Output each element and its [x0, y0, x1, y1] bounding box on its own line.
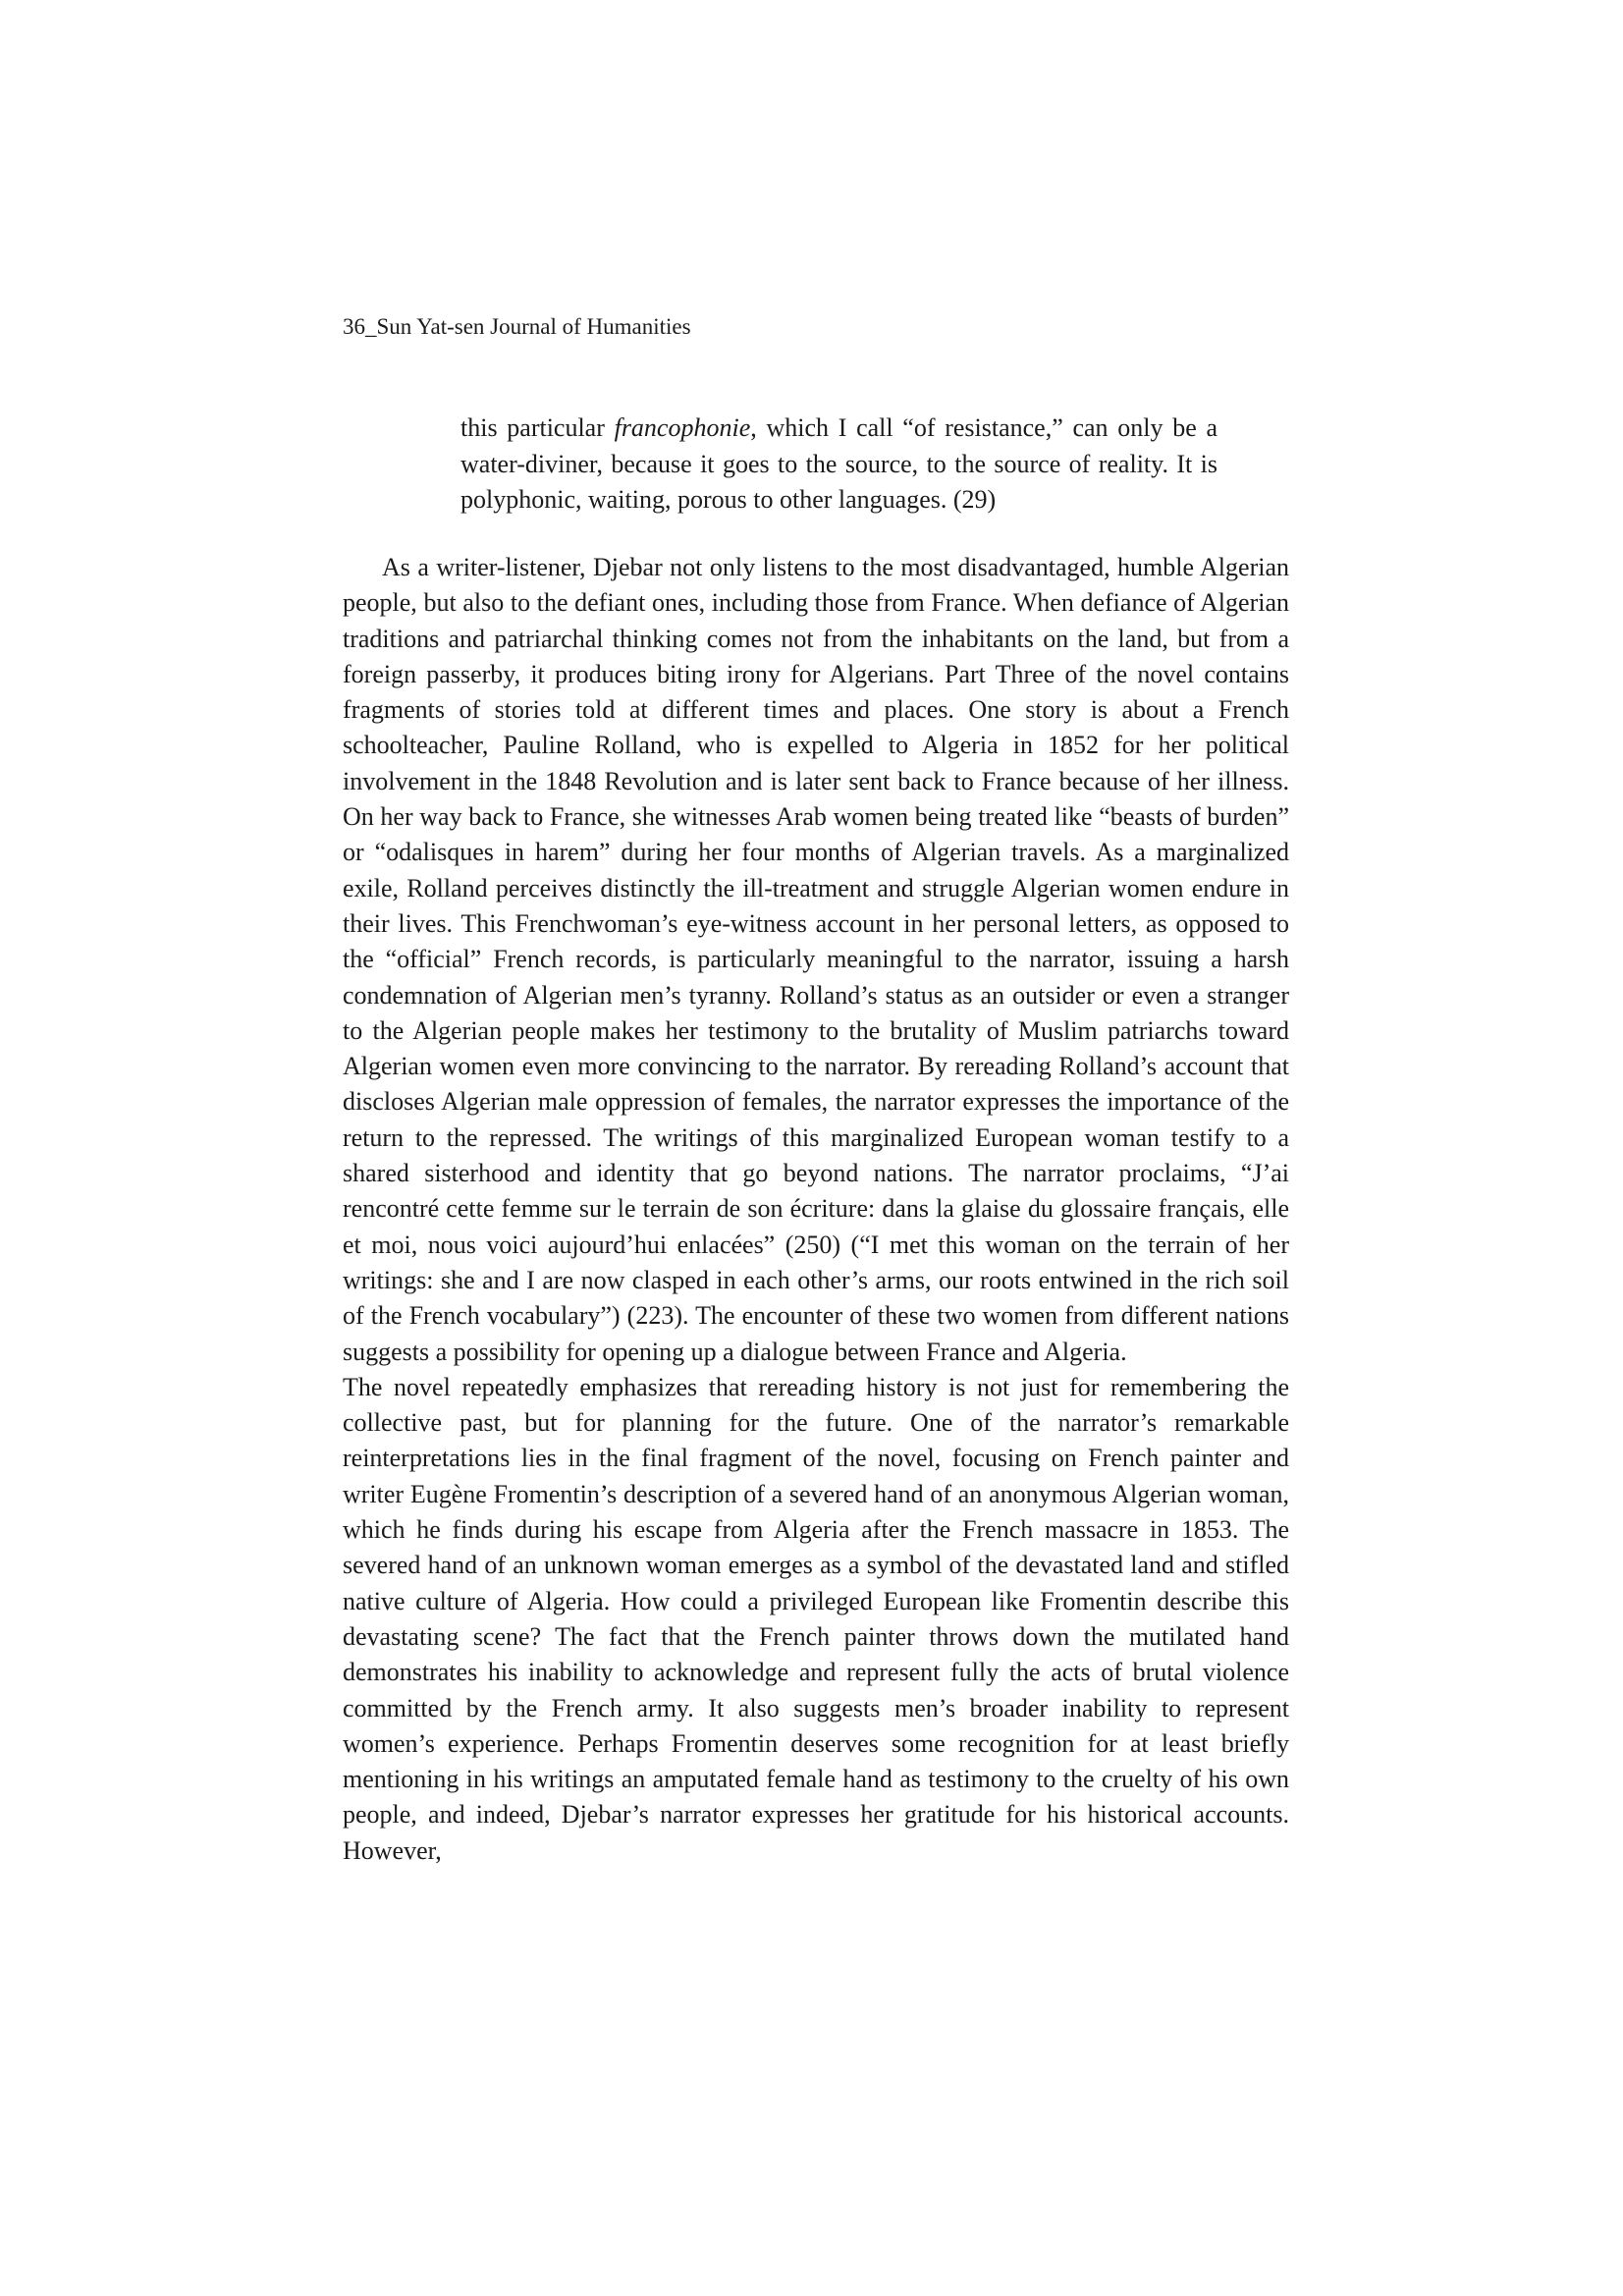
running-head: 36_Sun Yat-sen Journal of Humanities — [343, 314, 691, 339]
article-body — [343, 550, 1289, 1869]
paragraph-rolland: As a writer-listener, Djebar not only listens to the most disadvantaged, humble Algerian people, but also to the defiant ones, including those from France. When defiance of Algerian traditions and patriarchal thinking comes not from the inhabitants on the land, but from a foreign passerby, it produces biting irony for Algerians. Part Three of the novel contains fragments of stories told at different times and places. One story is about a French schoolteacher, Pauline Rolland, who is expelled to Algeria in 1852 for her political involvement in the 1848 Revolution and is later sent back to France because of her illness. On her way back to France, she witnesses Arab women being treated like “beasts of burden” or “odalisques in harem” during her four months of Algerian travels. As a marginalized exile, Rolland perceives distinctly the ill-treatment and struggle Algerian women endure in their lives. This Frenchwoman’s eye-witness account in her personal letters, as opposed to the “official” French records, is particularly meaningful to the narrator, issuing a harsh condemnation of Algerian men’s tyranny. Rolland’s status as an outsider or even a stranger to the Algerian people makes her testimony to the brutality of Muslim patriarchs toward Algerian women even more convincing to the narrator. By rereading Rolland’s account that discloses Algerian male oppression of females, the narrator expresses the importance of the return to the repressed. The writings of this marginalized European woman testify to a shared sisterhood and identity that go beyond nations. The narrator proclaims, “J’ai rencontré cette femme sur le terrain de son écriture: dans la glaise du glossaire français, elle et moi, nous voici aujourd’hui enlacées” (250) (“I met this woman on the terrain of her writings: she and I are now clasped in each other’s arms, our roots entwined in the rich soil of the French vocabulary”) (223). The encounter of these two women from different nations suggests a possibility for opening up a dialogue between France and Algeria. — [343, 553, 1289, 1366]
quote-text-end: , which I call “of resistance,” can only be a water-diviner, because it goes to the source, to the source of reality. It is polyphonic, waiting, porous to other languages. (29) — [460, 413, 1217, 514]
block-quote — [460, 410, 1217, 519]
quote-text-start: this particular — [460, 413, 615, 442]
paragraph-fromentin: The novel repeatedly emphasizes that rereading history is not just for remembering the collective past, but for planning for the future. One of the narrator’s remarkable reinterpretations lies in the final fragment of the novel, focusing on French painter and writer Eugène Fromentin’s description of a severed hand of an anonymous Algerian woman, which he finds during his escape from Algeria after the French massacre in 1853. The severed hand of an unknown woman emerges as a symbol of the devastated land and stifled native culture of Algeria. How could a privileged European like Fromentin describe this devastating scene? The fact that the French painter throws down the mutilated hand demonstrates his inability to acknowledge and represent fully the acts of brutal violence committed by the French army. It also suggests men’s broader inability to represent women’s experience. Perhaps Fromentin deserves some recognition for at least briefly mentioning in his writings an amputated female hand as testimony to the cruelty of his own people, and indeed, Djebar’s narrator expresses her gratitude for his historical accounts. However, — [343, 1372, 1289, 1865]
quote-italic-term: francophonie — [614, 413, 751, 442]
